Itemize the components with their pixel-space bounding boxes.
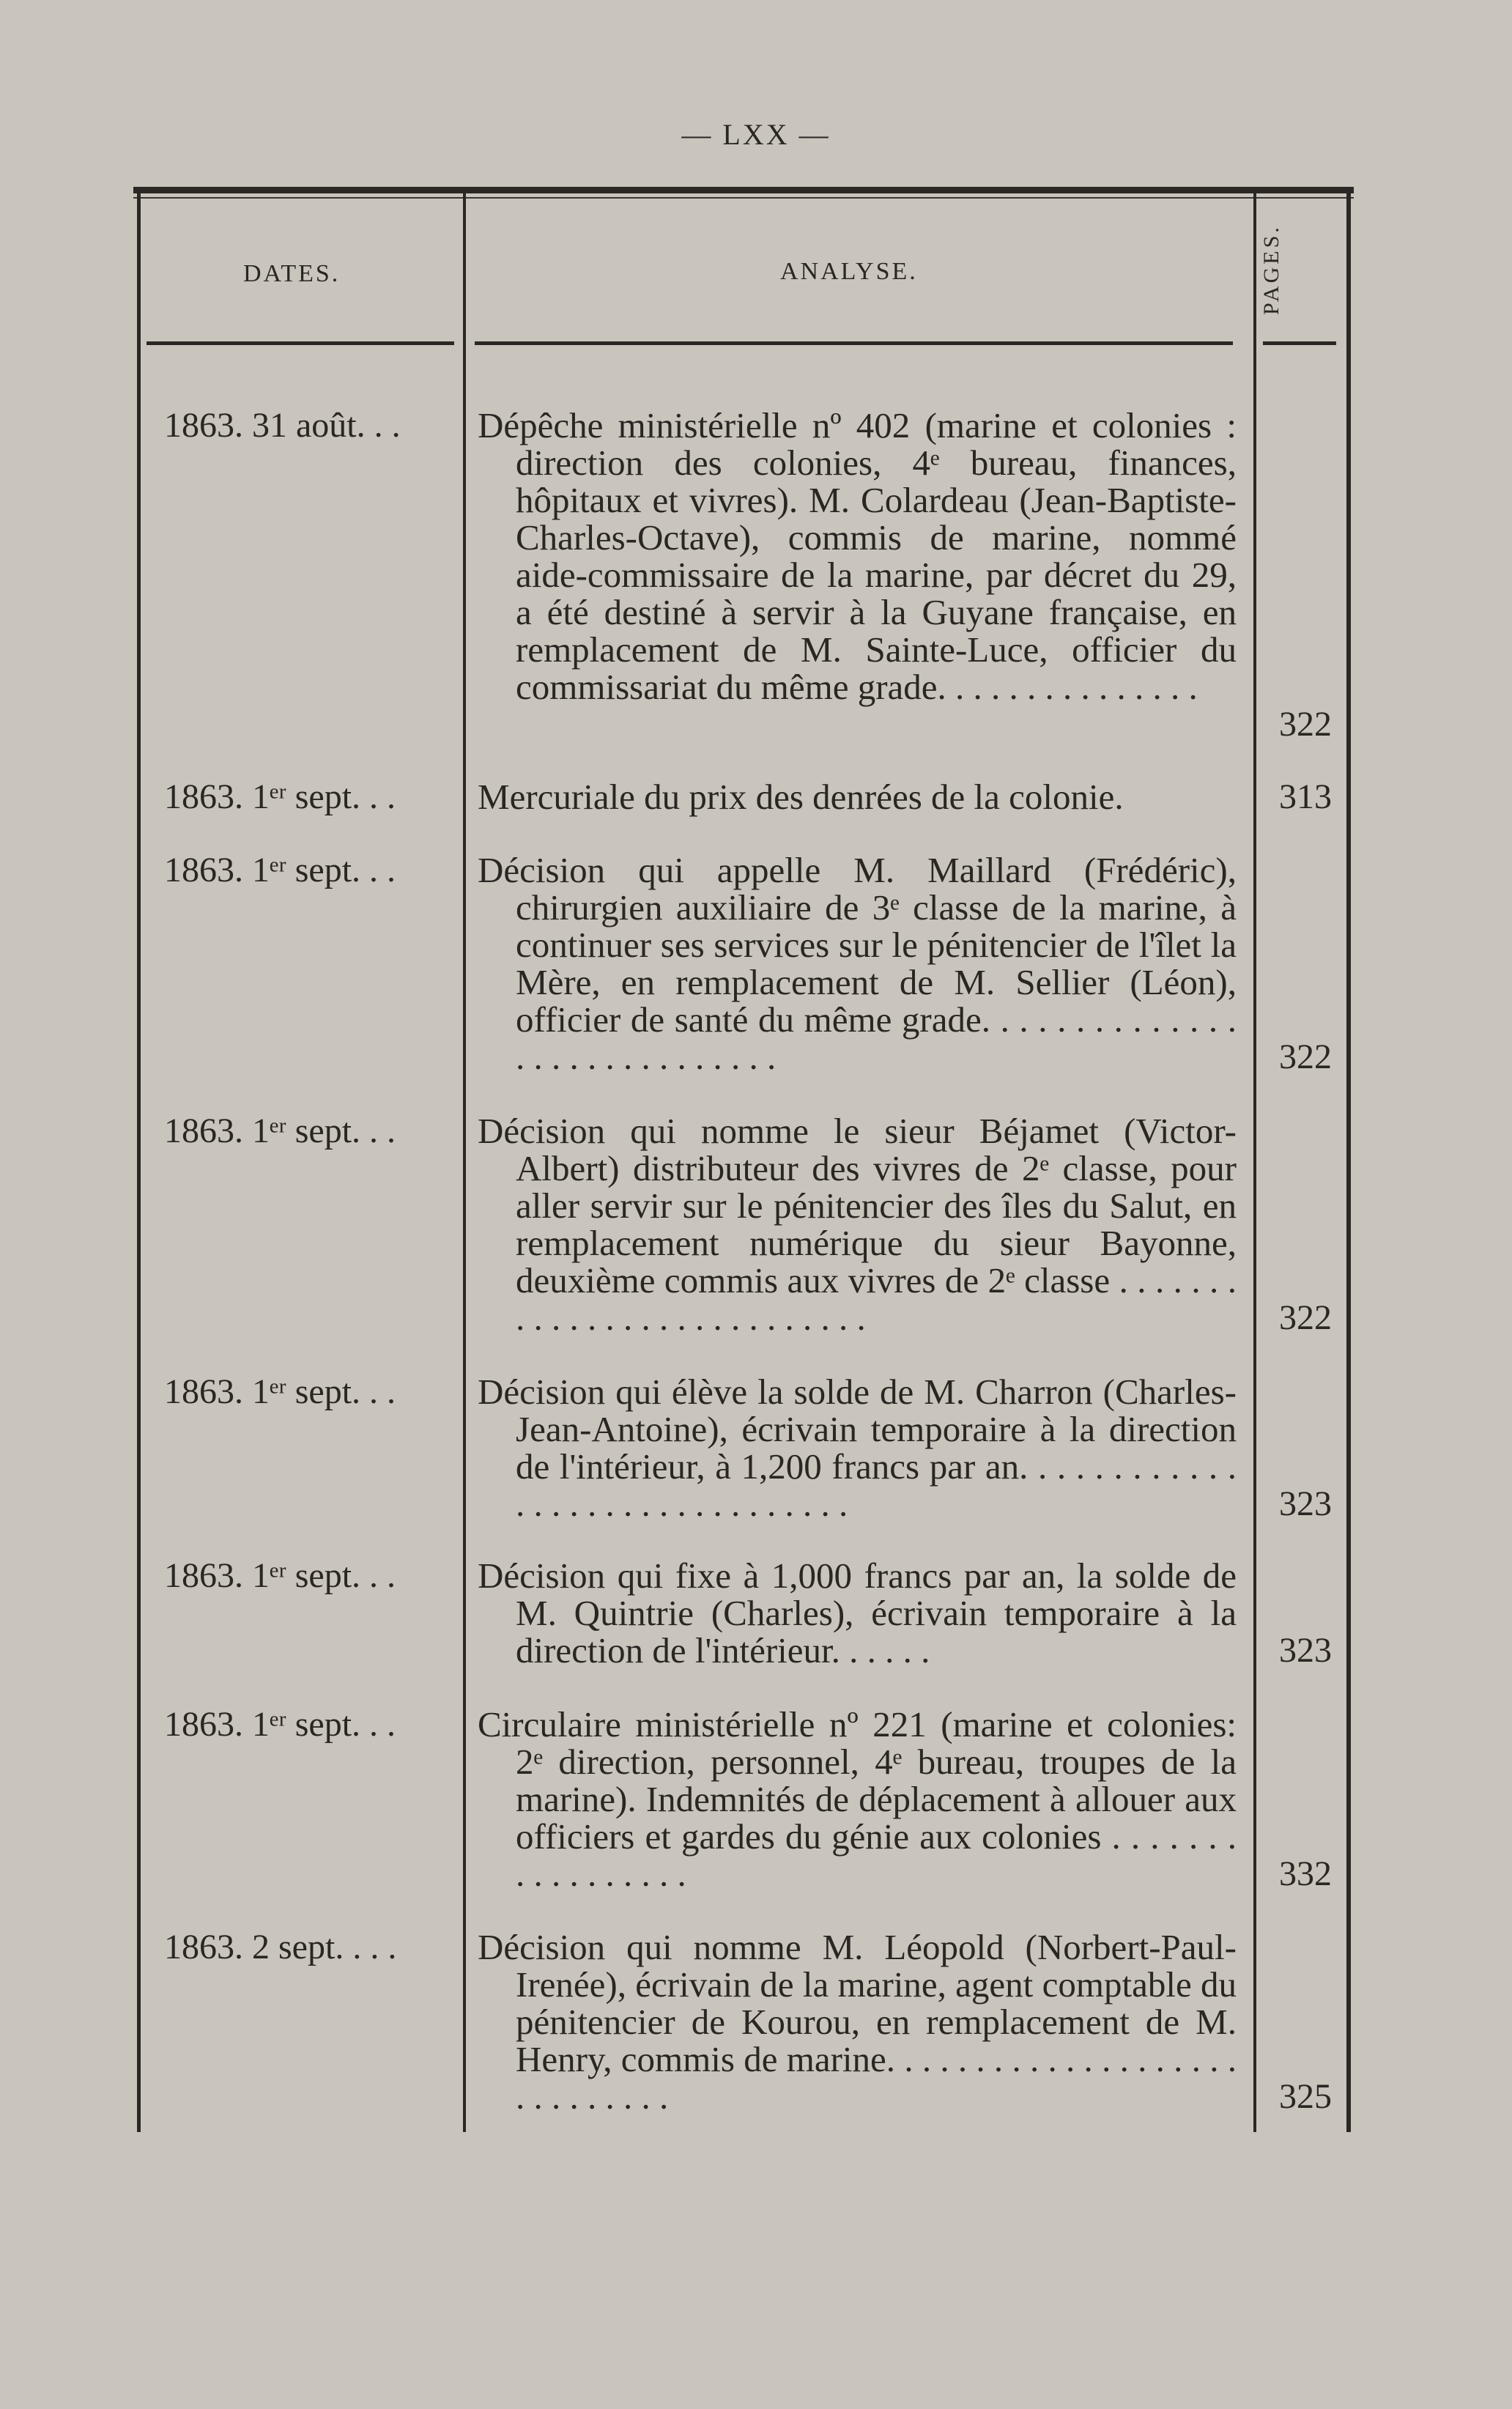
entry-page: 323 [1279,1484,1332,1523]
entry-analysis: Décision qui nomme M. Léopold (Norbert-Paul-Irenée), écrivain de la marine, agent comptable du pénitencier de Kourou, en remplacement de M. Henry, commis de marine. . . . . . . . . . . . . . . . . . . . . . . . . . . . . [478,1927,1237,2117]
entry-analysis: Mercuriale du prix des denrées de la colonie. [478,777,1124,817]
entry-date: 1863. 1ᵉʳ sept. . . [164,1705,396,1744]
entry-date: 1863. 1ᵉʳ sept. . . [164,1111,396,1150]
entry-date: 1863. 31 août. . . [164,406,401,445]
entry-date: 1863. 2 sept. . . . [164,1928,397,1966]
column-header-pages: PAGES. [1259,224,1283,315]
entry-page: 332 [1279,1854,1332,1893]
entry-analysis: Décision qui appelle M. Maillard (Frédéric), chirurgien auxiliaire de 3ᵉ classe de la marine, à continuer ses services sur le pénitencier de l'îlet la Mère, en remplacement de M. Sellier (Léon), officier de santé du même grade. . . . . . . . . . . . . . . . . . . . . . . . . . . . . [478,850,1237,1077]
header-rule-dates [147,341,454,345]
entry-page: 325 [1279,2077,1332,2116]
entry-date: 1863. 1ᵉʳ sept. . . [164,1556,396,1595]
entry-analysis: Circulaire ministérielle nº 221 (marine et colonies: 2ᵉ direction, personnel, 4ᵉ bureau, troupes de la marine). Indemnités de déplacement à allouer aux officiers et gardes du génie aux colonies . . . . . . . . . . . . . . . . . [478,1704,1237,1894]
entry-date: 1863. 1ᵉʳ sept. . . [164,851,396,889]
entry-date: 1863. 1ᵉʳ sept. . . [164,1372,396,1411]
entry-page: 323 [1279,1631,1332,1670]
page-number: — LXX — [681,118,831,151]
entry-page: 313 [1279,777,1332,816]
column-header-analyse: ANALYSE. [780,258,918,285]
entry-analysis: Décision qui fixe à 1,000 francs par an, la solde de M. Quintrie (Charles), écrivain temporaire à la direction de l'intérieur. . . . . . [478,1555,1237,1670]
entry-analysis: Décision qui nomme le sieur Béjamet (Victor-Albert) distributeur des vivres de 2ᵉ classe, pour aller servir sur le pénitencier des îles du Salut, en remplacement numérique du sieur Bayonne, deuxième commis aux vivres de 2ᵉ classe . . . . . . . . . . . . . . . . . . . . . . . . . . . [478,1111,1237,1338]
right-rule [1346,192,1351,2132]
column-header-dates: DATES. [243,260,341,287]
entry-analysis: Décision qui élève la solde de M. Charron (Charles-Jean-Antoine), écrivain temporaire à la direction de l'intérieur, à 1,200 francs par an. . . . . . . . . . . . . . . . . . . . . . . . . . . . . . . [478,1372,1237,1524]
header-rule-analyse [475,341,1233,345]
entry-page: 322 [1279,1298,1332,1337]
entry-page: 322 [1279,1037,1332,1076]
entry-page: 322 [1279,705,1332,744]
left-rule [137,192,141,2132]
dates-analyse-rule [463,192,466,2132]
entry-date: 1863. 1ᵉʳ sept. . . [164,777,396,816]
header-rule-pages [1263,341,1336,345]
entry-analysis: Dépêche ministérielle nº 402 (marine et colonies : direction des colonies, 4ᵉ bureau, finances, hôpitaux et vivres). M. Colardeau (Jean-Baptiste-Charles-Octave), commis de marine, nommé aide-commissaire de la marine, par décret du 29, a été destiné à servir à la Guyane française, en remplacement de M. Sainte-Luce, officier du commissariat du même grade. . . . . . . . . . . . . . . [478,405,1237,707]
analyse-pages-rule [1253,192,1256,2132]
